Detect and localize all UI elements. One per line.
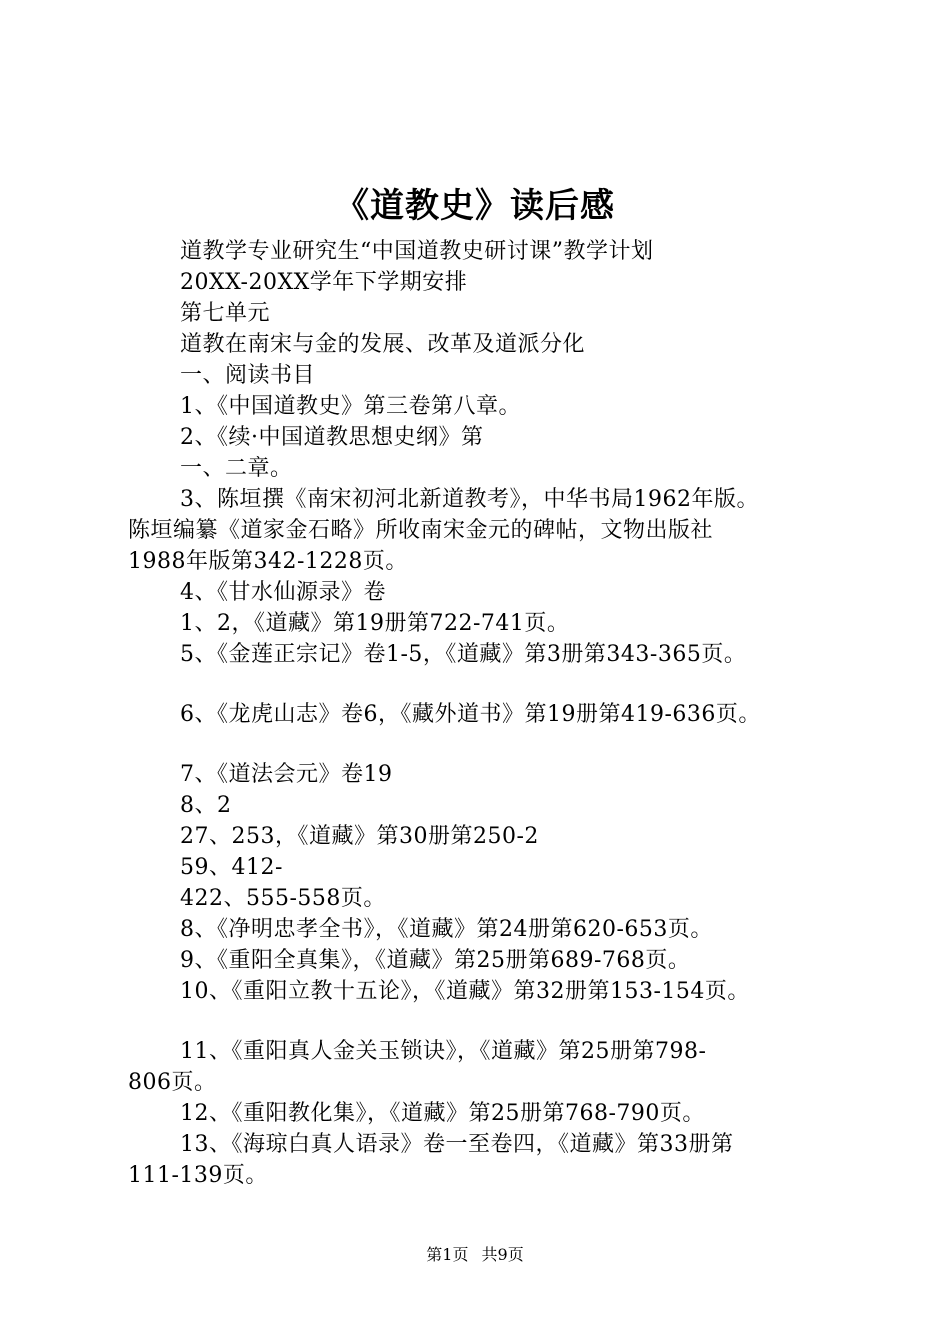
- paragraph-line: 11、《重阳真人金关玉锁诀》，《道藏》第25册第798-: [180, 1039, 707, 1064]
- paragraph-line: 道教在南宋与金的发展、改革及道派分化: [180, 332, 586, 357]
- page-total: 共9页: [481, 1245, 524, 1264]
- paragraph-line: 1988年版第342-1228页。: [128, 549, 408, 574]
- paragraph-line: 806页。: [128, 1070, 217, 1095]
- page-number: 第1页: [426, 1245, 469, 1264]
- paragraph-line: 3、陈垣撰《南宋初河北新道教考》，中华书局1962年版。: [180, 487, 759, 512]
- blank-line: [128, 1007, 850, 1036]
- paragraph-line: 111-139页。: [128, 1163, 268, 1188]
- paragraph-line: 20XX-20XX学年下学期安排: [180, 270, 468, 295]
- paragraph-line: 9、《重阳全真集》，《道藏》第25册第689-768页。: [180, 948, 691, 973]
- paragraph-line: 422、555-558页。: [180, 886, 386, 911]
- paragraph-line: 5、《金莲正宗记》卷1-5，《道藏》第3册第343-365页。: [180, 642, 747, 667]
- page-footer: [0, 1244, 950, 1266]
- paragraph-line: 59、412-: [180, 855, 283, 880]
- paragraph-line: 4、《甘水仙源录》卷: [180, 580, 386, 605]
- paragraph-line: 8、《净明忠孝全书》，《道藏》第24册第620-653页。: [180, 917, 713, 942]
- paragraph-line: 12、《重阳教化集》，《道藏》第25册第768-790页。: [180, 1101, 705, 1126]
- document-title: 《道教史》读后感: [335, 186, 615, 226]
- paragraph-line: 6、《龙虎山志》卷6，《藏外道书》第19册第419-636页。: [180, 702, 761, 727]
- paragraph-line: 1、2，《道藏》第19册第722-741页。: [180, 611, 570, 636]
- document-body: [128, 236, 850, 1191]
- paragraph-line: 一、二章。: [180, 456, 293, 481]
- paragraph-line: 一、阅读书目: [180, 363, 316, 388]
- paragraph-line: 13、《海琼白真人语录》卷一至卷四，《道藏》第33册第: [180, 1132, 734, 1157]
- paragraph-line: 27、253，《道藏》第30册第250-2: [180, 824, 539, 849]
- blank-line: [128, 670, 850, 699]
- paragraph-line: 1、《中国道教史》第三卷第八章。: [180, 394, 521, 419]
- paragraph-line: 10、《重阳立教十五论》，《道藏》第32册第153-154页。: [180, 979, 750, 1004]
- blank-line: [128, 730, 850, 759]
- paragraph-line: 第七单元: [180, 301, 271, 326]
- paragraph-line: 道教学专业研究生“中国道教史研讨课”教学计划: [180, 239, 654, 264]
- paragraph-line: 陈垣编纂《道家金石略》所收南宋金元的碑帖，文物出版社: [128, 518, 714, 543]
- paragraph-line: 8、2: [180, 793, 232, 818]
- paragraph-line: 2、《续·中国道教思想史纲》第: [180, 425, 484, 450]
- paragraph-line: 7、《道法会元》卷19: [180, 762, 393, 787]
